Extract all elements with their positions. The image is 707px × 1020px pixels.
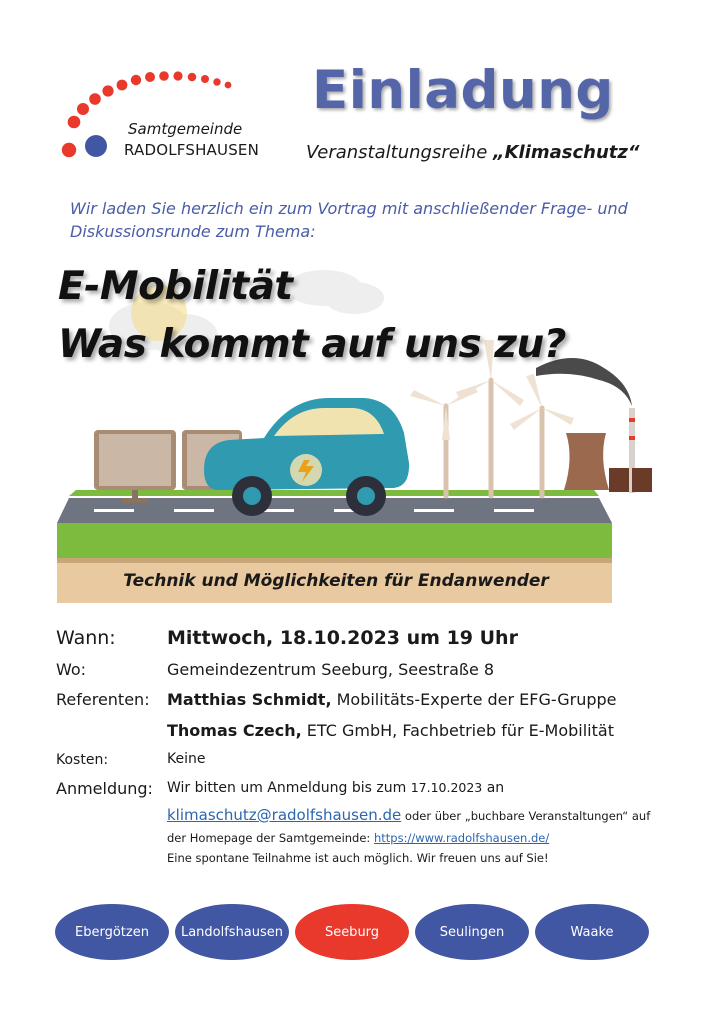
event-series-subtitle xyxy=(306,142,639,163)
speaker-2 xyxy=(167,721,614,740)
registration-line-3 xyxy=(167,831,549,845)
when-value: Mittwoch, 18.10.2023 um 19 Uhr xyxy=(167,627,518,649)
reg-line2-rest: oder über „buchbare Veranstaltungen“ auf xyxy=(401,809,651,823)
email-link[interactable]: klimaschutz@radolfshausen.de xyxy=(167,806,402,824)
reg-line1-b: an xyxy=(482,780,505,796)
topic-banner: Technik und Möglichkeiten für Endanwender xyxy=(123,571,549,591)
topic-headline-line1: E-Mobilität xyxy=(58,264,293,309)
intro-text: Wir laden Sie herzlich ein zum Vortrag mit anschließender Frage- und Diskussionsrunde zum Thema: xyxy=(70,199,628,241)
municipality-seulingen: Seulingen xyxy=(415,904,529,960)
logo-text-radolfshausen: RADOLFSHAUSEN xyxy=(124,141,260,159)
reg-line1-a: Wir bitten um Anmeldung bis zum xyxy=(167,780,411,796)
speaker-2-role: ETC GmbH, Fachbetrieb für E-Mobilität xyxy=(301,721,614,740)
subtitle-series: „Klimaschutz“ xyxy=(493,142,640,163)
registration-line-1 xyxy=(167,780,504,796)
speaker-2-name: Thomas Czech, xyxy=(167,721,302,740)
e-mobility-illustration xyxy=(54,258,654,608)
speaker-1-role: Mobilitäts-Experte der EFG-Gruppe xyxy=(331,690,617,709)
homepage-link[interactable]: https://www.radolfshausen.de/ xyxy=(373,831,550,845)
reg-deadline: 17.10.2023 xyxy=(410,780,483,795)
reg-line3-a: der Homepage der Samtgemeinde: xyxy=(167,831,374,845)
registration-line-4: Eine spontane Teilnahme ist auch möglich. Wir freuen uns auf Sie! xyxy=(167,851,549,865)
speaker-1-name: Matthias Schmidt, xyxy=(167,690,332,709)
logo-text-samtgemeinde: Samtgemeinde xyxy=(128,120,243,138)
municipality-ebergoetzen: Ebergötzen xyxy=(55,904,169,960)
registration-label: Anmeldung: xyxy=(56,779,153,798)
speaker-1 xyxy=(167,690,617,709)
registration-line-2 xyxy=(167,806,650,824)
municipality-landolfshausen: Landolfshausen xyxy=(175,904,289,960)
page-title: Einladung xyxy=(312,60,614,121)
speakers-label: Referenten: xyxy=(56,690,150,709)
subtitle-prefix: Veranstaltungsreihe xyxy=(306,142,493,163)
where-label: Wo: xyxy=(56,660,87,679)
cost-value: Keine xyxy=(167,751,206,767)
municipality-waake: Waake xyxy=(535,904,649,960)
municipality-seeburg: Seeburg xyxy=(295,904,409,960)
topic-headline-line2: Was kommt auf uns zu? xyxy=(58,322,566,367)
when-label: Wann: xyxy=(56,627,116,649)
cost-label: Kosten: xyxy=(56,752,109,768)
where-value: Gemeindezentrum Seeburg, Seestraße 8 xyxy=(167,660,495,679)
